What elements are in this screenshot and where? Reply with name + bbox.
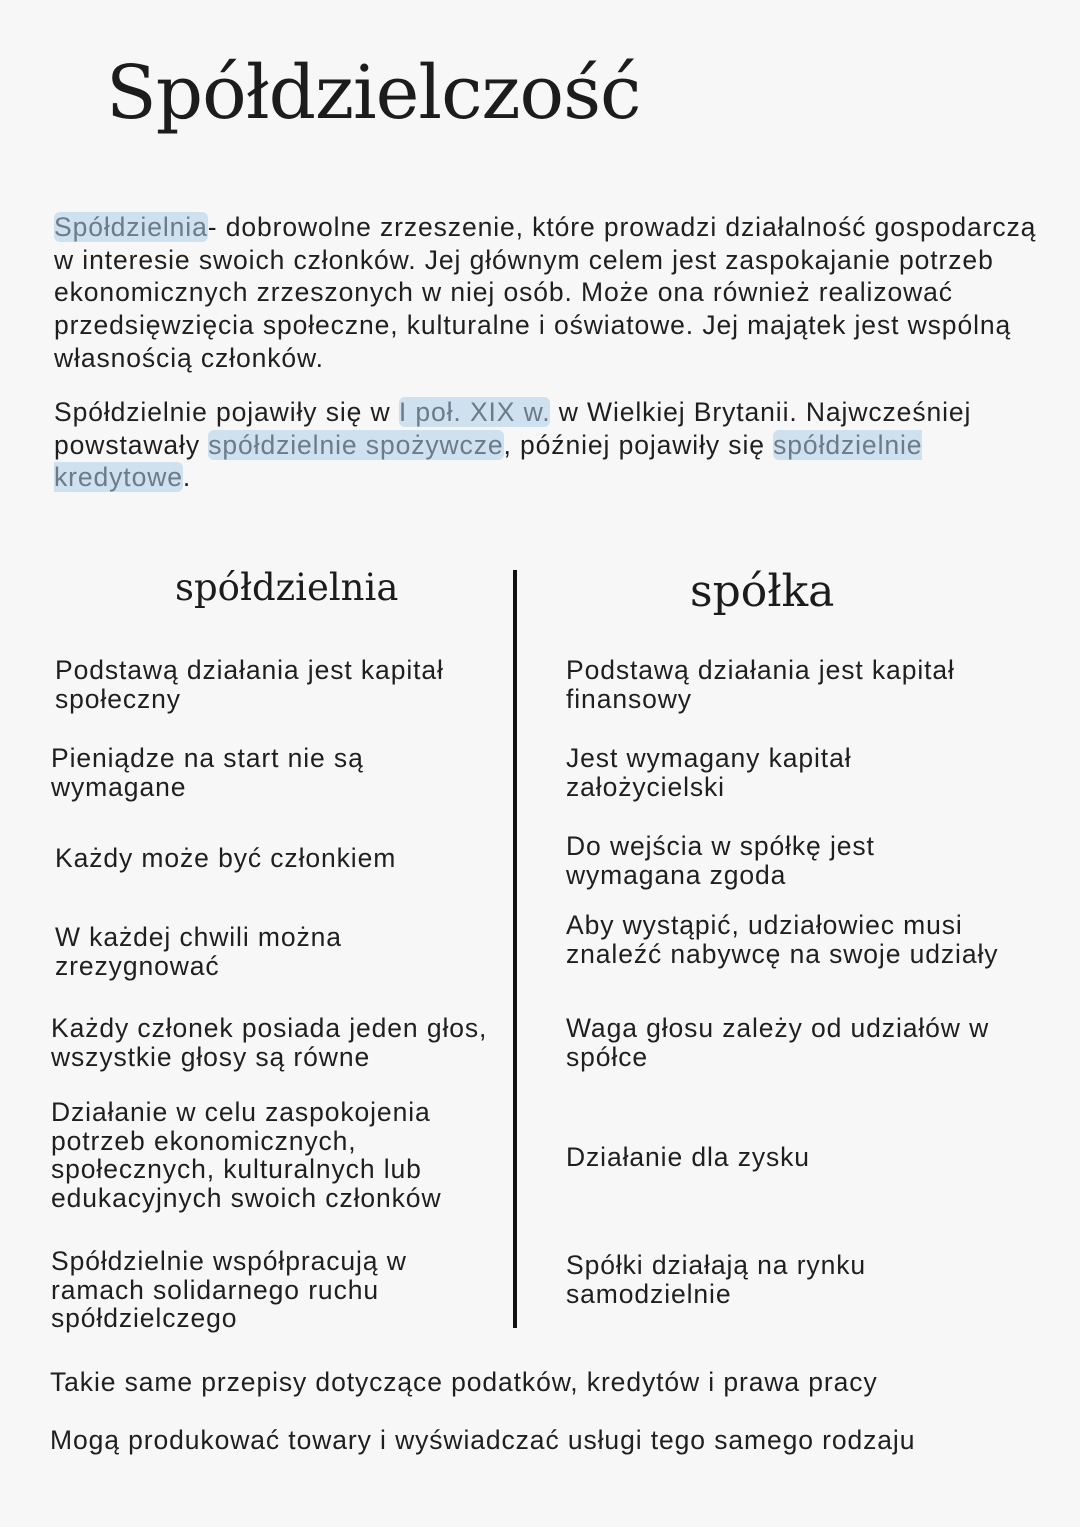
- left-item: Każdy członek posiada jeden głos, wszystkie głosy są równe: [51, 1013, 488, 1072]
- page-title: Spółdzielczość: [106, 50, 641, 136]
- common-feature: Mogą produkować towary i wyświadczać usługi tego samego rodzaju: [50, 1425, 916, 1455]
- history-paragraph: [54, 396, 994, 494]
- left-item: Każdy może być członkiem: [55, 843, 397, 873]
- left-item: Pieniądze na start nie są wymagane: [51, 743, 364, 802]
- right-item: Podstawą działania jest kapitał finansowy: [566, 655, 955, 714]
- highlighted-term: Spółdzielnia: [54, 212, 208, 242]
- right-item: Do wejścia w spółkę jest wymagana zgoda: [566, 831, 875, 890]
- left-item: W każdej chwili można zrezygnować: [55, 922, 342, 981]
- history-text: Spółdzielnie pojawiły się w: [54, 397, 399, 427]
- history-text: w Wielkiej Brytanii. Najwcześniej powstawały: [54, 397, 972, 460]
- history-text: .: [182, 462, 192, 493]
- history-text: , później pojawiły się: [503, 429, 774, 460]
- right-item: Waga głosu zależy od udziałów w spółce: [566, 1013, 990, 1072]
- highlight-period: I poł. XIX w.: [398, 397, 551, 427]
- right-column-header: spółka: [690, 566, 835, 617]
- right-item: Działanie dla zysku: [566, 1142, 810, 1172]
- left-item: Podstawą działania jest kapitał społeczny: [55, 655, 444, 714]
- highlight-consumer-coops: spółdzielnie spożywcze: [208, 429, 504, 460]
- right-item: Aby wystąpić, udziałowiec musi znaleźć nabywcę na swoje udziały: [566, 910, 999, 969]
- column-divider: [513, 570, 517, 1328]
- right-item: Jest wymagany kapitał założycielski: [566, 743, 852, 802]
- left-column-header: spółdzielnia: [175, 566, 399, 609]
- left-item: Działanie w celu zaspokojenia potrzeb ekonomicznych, społecznych, kulturalnych lub edukacyjnych swoich członków: [51, 1097, 442, 1213]
- highlight-credit-coops: spółdzielnie kredytowe: [54, 429, 923, 493]
- definition-text: - dobrowolne zrzeszenie, które prowadzi działalność gospodarczą w interesie swoich członków. Jej głównym celem jest zaspokajanie potrzeb ekonomicznych zrzeszonych w niej osób. Może ona również realizować przedsięwzięcia społeczne, kulturalne i oświatowe. Jej majątek jest wspólną własnością członków.: [54, 212, 1037, 373]
- common-feature: Takie same przepisy dotyczące podatków, kredytów i prawa pracy: [50, 1367, 878, 1397]
- right-item: Spółki działają na rynku samodzielnie: [566, 1250, 867, 1309]
- definition-paragraph: [54, 211, 1044, 375]
- left-item: Spółdzielnie współpracują w ramach solidarnego ruchu spółdzielczego: [51, 1246, 407, 1333]
